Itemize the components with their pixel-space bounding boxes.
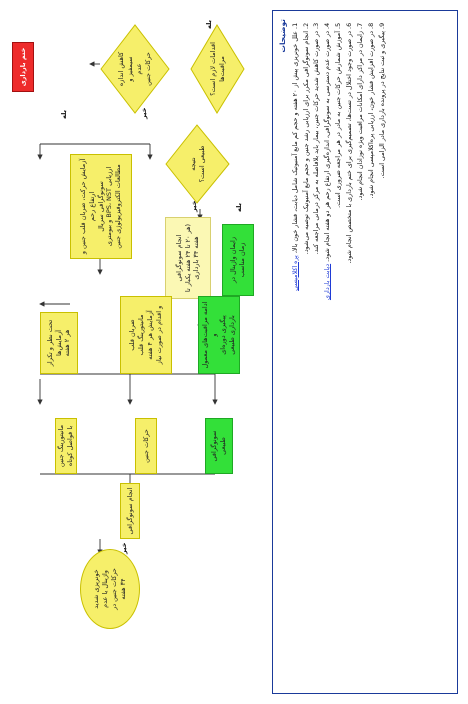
decision-referral-text: اقدامات لازم است؟ مراقبت‌ها [208, 42, 226, 96]
note-link-preeclampsia[interactable]: پره اکلامپسی [290, 255, 299, 291]
note-item: 5. آموزش شمارش حرکات جنین به مادر در هر مراجعه ضروری است. [334, 31, 344, 685]
label-no-ellipse: خیر [120, 542, 128, 554]
green-detail: ادامه مراقبت‌های معمول و پیگیری دوره‌ای بارداری طبیعی [198, 296, 240, 374]
decision-referral [190, 24, 245, 114]
yellow-fetal-monitor-header: مانیتورینگ جنین با فواصل کوتاه [55, 418, 77, 474]
sono-24-process: انجام سونوگرافی (هر ۲۰ تا ۲۴ هفته یکبار تا هفته ۳۴ بارداری [165, 217, 211, 299]
yellow-fetal-heading: حرکات جنین [135, 418, 157, 474]
decision-main-text: کاهش اندازه سیمفیز و عدم حرکات جنین [117, 51, 152, 87]
note-item: 3. در صورت کاهش شدید حرکات جنین، بیمار باید بلافاصله به مرکز درمانی مراجعه کند. [312, 31, 322, 685]
yellow-deep-fetal: تحت نظر و تکرار آزمایش‌ها هر ۲ هفته [40, 312, 78, 374]
label-yes-result: بله [235, 202, 243, 212]
start-terminal: ختم بارداری [12, 42, 34, 92]
label-no-result: خیر [190, 200, 198, 212]
label-yes-referral: بله [205, 19, 213, 29]
yellow-clinical: ضربان قلب مانیتورینگ قلب آزمایش هر ۴ هفته و اقدام در صورت نیاز [120, 296, 172, 374]
sono-check: انجام سونوگرافی [120, 483, 140, 539]
note-item: 7. زایمان در مراکز دارای امکانات مراقبت ویژه نوزادان انجام شود. [356, 31, 366, 685]
notes-list [291, 19, 388, 685]
label-yes-main: بله [60, 109, 68, 119]
note-item: 2. انجام سونوگرافی مکرر برای ارزیابی رشد جنین و حجم مایع آمنیوتیک توصیه می‌شود. [302, 31, 312, 685]
note-link-diabetes[interactable]: دیابت بارداری [323, 263, 332, 301]
ellipse-bleeding: خونریزی شدید واژینال یا عدم حرکات جنین در ۳۴ هفته [80, 549, 140, 629]
label-no-main: خیر [140, 107, 148, 119]
decision-result-text: نتیجه‌ طبیعی است؟ [188, 145, 206, 183]
note-item: 9. پیگیری و ثبت نتایج در پرونده بارداری مادر الزامی است. [378, 31, 388, 685]
notes-title: توضیحات [278, 19, 287, 53]
note-item: 4. در صورت عدم دسترسی به سونوگرافی، اندازه‌گیری ارتفاع رحم هر دو هفته انجام شود. دیابت بارداری [323, 31, 333, 685]
note-item: 6. در صورت وجود اختلال در تست‌ها، تصمیم‌گیری برای ختم بارداری با متخصص انجام شود. [345, 31, 355, 685]
note-item: 8. در صورت افزایش فشار خون، ارزیابی پره‌اکلامپسی انجام شود. [367, 31, 377, 685]
green-sono: سونوگرافی طبیعی [205, 418, 233, 474]
delivery-process: زایمان واژینال در زمان مناسب [222, 224, 254, 296]
notes-panel [272, 10, 458, 694]
note-item: 1. علل خونریزی پیش از ۲۰ هفته و حجم کم مایع آمنیوتیک شامل دیابت، فشار خون بالا، پره اکلامپسی [291, 31, 301, 685]
decision-result [165, 124, 230, 204]
monitoring-process: آزمایش حرکت، ضربان قلب جنین و ارتفاع رحم سونوگرافی سریال ارزیابی BPS، NST و بیومتری مطالعات الکتروفیزیولوژی جنین [70, 154, 132, 259]
decision-main [100, 24, 170, 114]
